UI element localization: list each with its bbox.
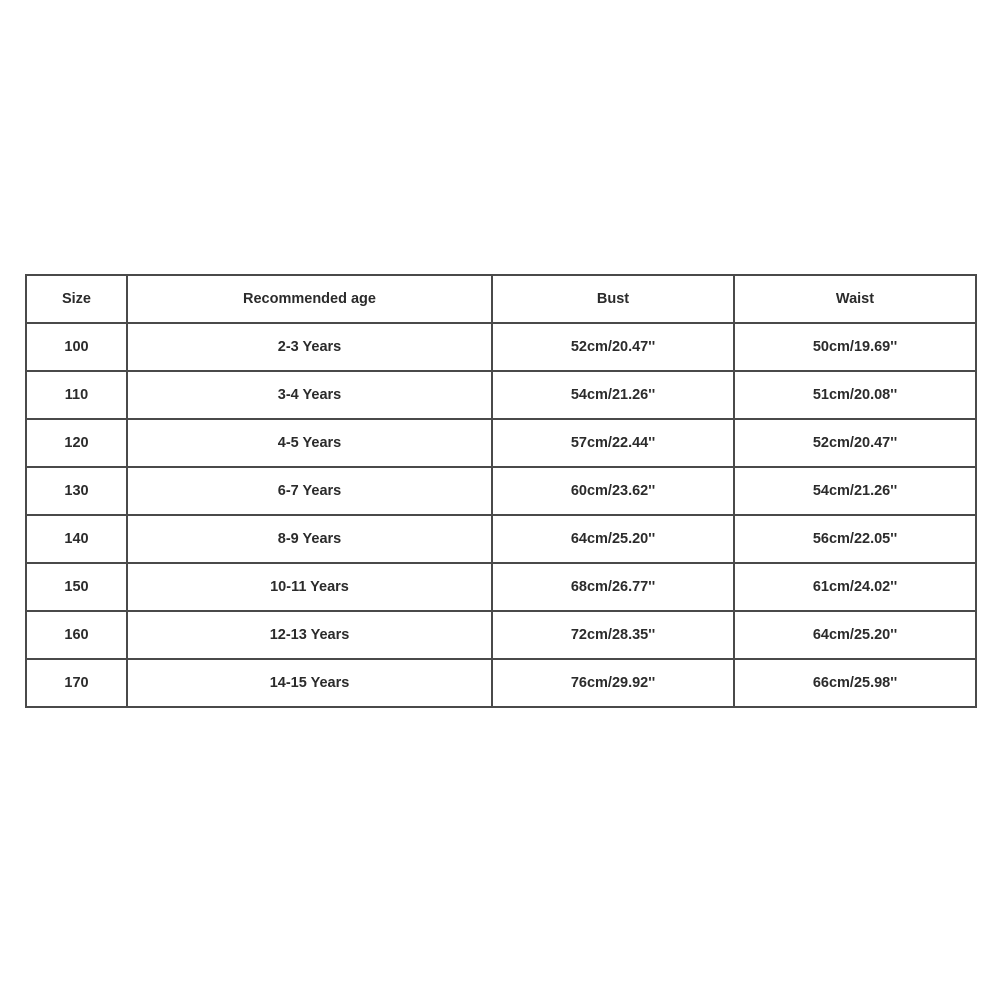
cell-size: 170 — [26, 659, 127, 707]
table-row — [26, 371, 976, 419]
cell-age: 14-15 Years — [127, 659, 492, 707]
cell-age: 6-7 Years — [127, 467, 492, 515]
cell-age: 2-3 Years — [127, 323, 492, 371]
cell-bust: 54cm/21.26'' — [492, 371, 734, 419]
cell-age: 8-9 Years — [127, 515, 492, 563]
cell-size: 130 — [26, 467, 127, 515]
cell-bust: 57cm/22.44'' — [492, 419, 734, 467]
cell-waist: 64cm/25.20'' — [734, 611, 976, 659]
cell-bust: 52cm/20.47'' — [492, 323, 734, 371]
cell-size: 150 — [26, 563, 127, 611]
cell-bust: 64cm/25.20'' — [492, 515, 734, 563]
cell-age: 12-13 Years — [127, 611, 492, 659]
table-row — [26, 659, 976, 707]
cell-size: 100 — [26, 323, 127, 371]
cell-age: 3-4 Years — [127, 371, 492, 419]
header-row — [26, 275, 976, 323]
header-recommended-age: Recommended age — [127, 275, 492, 323]
table-row — [26, 323, 976, 371]
cell-bust: 60cm/23.62'' — [492, 467, 734, 515]
cell-age: 4-5 Years — [127, 419, 492, 467]
table-row — [26, 563, 976, 611]
cell-bust: 76cm/29.92'' — [492, 659, 734, 707]
header-bust: Bust — [492, 275, 734, 323]
cell-waist: 61cm/24.02'' — [734, 563, 976, 611]
size-chart-table — [25, 274, 977, 708]
cell-waist: 66cm/25.98'' — [734, 659, 976, 707]
cell-size: 110 — [26, 371, 127, 419]
cell-size: 120 — [26, 419, 127, 467]
cell-waist: 54cm/21.26'' — [734, 467, 976, 515]
cell-size: 140 — [26, 515, 127, 563]
cell-age: 10-11 Years — [127, 563, 492, 611]
table-row — [26, 419, 976, 467]
cell-bust: 68cm/26.77'' — [492, 563, 734, 611]
header-size: Size — [26, 275, 127, 323]
header-waist: Waist — [734, 275, 976, 323]
table-row — [26, 611, 976, 659]
cell-waist: 50cm/19.69'' — [734, 323, 976, 371]
cell-size: 160 — [26, 611, 127, 659]
cell-bust: 72cm/28.35'' — [492, 611, 734, 659]
cell-waist: 51cm/20.08'' — [734, 371, 976, 419]
table-row — [26, 467, 976, 515]
cell-waist: 52cm/20.47'' — [734, 419, 976, 467]
cell-waist: 56cm/22.05'' — [734, 515, 976, 563]
table-row — [26, 515, 976, 563]
